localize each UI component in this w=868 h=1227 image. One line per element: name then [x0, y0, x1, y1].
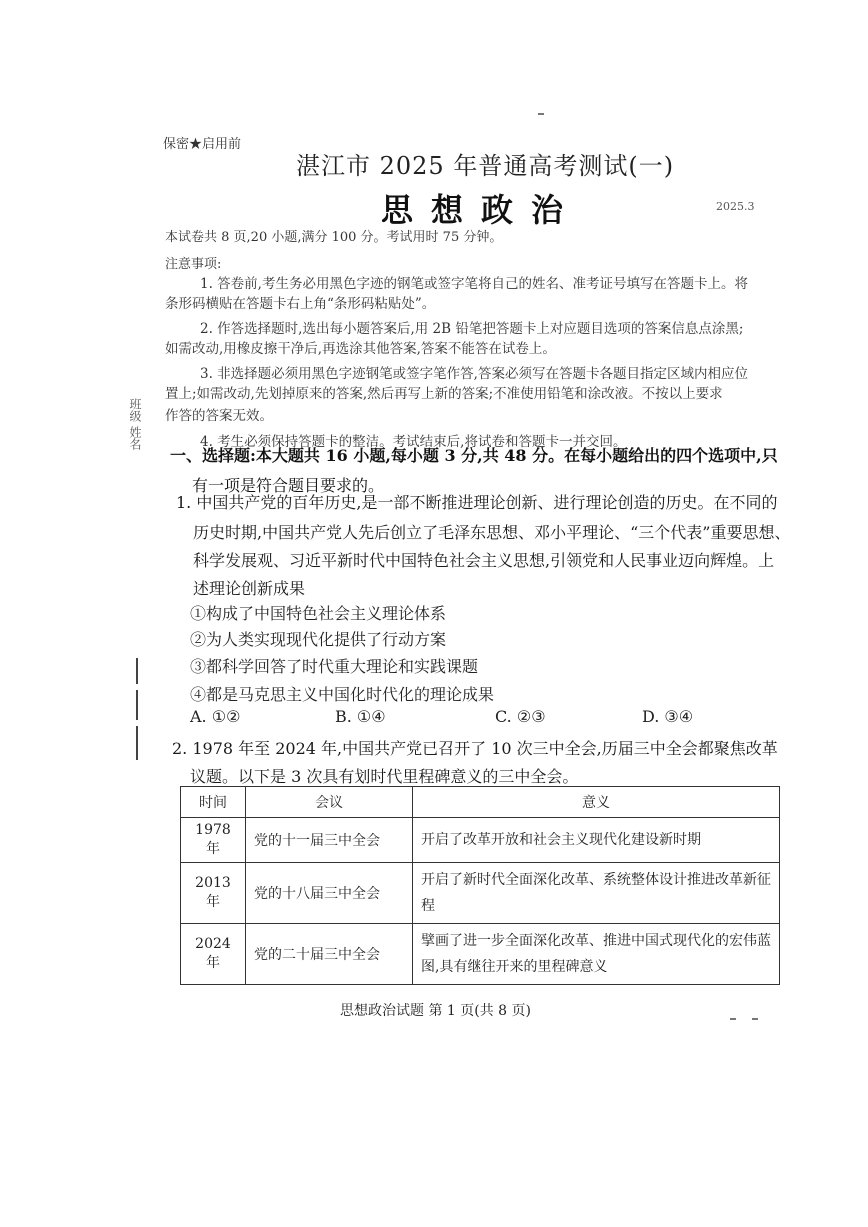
table-header-meeting: 会议	[246, 787, 413, 818]
notice-3-cont2: 作答的答案无效。	[165, 408, 273, 424]
table-header-significance: 意义	[413, 787, 780, 818]
question-1-option-2: ②为人类实现现代化提供了行动方案	[190, 630, 447, 649]
exam-title: 湛江市 2025 年普通高考测试(一)	[296, 152, 675, 180]
question-1-line-2: 历史时期,中国共产党人先后创立了毛泽东思想、邓小平理论、“三个代表”重要思想、	[193, 523, 791, 542]
table-cell-significance: 开启了新时代全面深化改革、系统整体设计推进改革新征程	[413, 863, 780, 924]
notice-4: 4. 考生必须保持答题卡的整洁。考试结束后,将试卷和答题卡一并交回。	[200, 434, 627, 450]
question-1-option-4: ④都是马克思主义中国化时代化的理论成果	[190, 685, 495, 704]
scan-mark	[752, 1018, 758, 1020]
question-1-line-3: 科学发展观、习近平新时代中国特色社会主义思想,引领党和人民事业迈向辉煌。上	[193, 551, 775, 570]
exam-info: 本试卷共 8 页,20 小题,满分 100 分。考试用时 75 分钟。	[165, 230, 503, 245]
notice-1-cont: 条形码横贴在答题卡右上角“条形码粘贴处”。	[165, 296, 436, 312]
table-cell-significance: 开启了改革开放和社会主义现代化建设新时期	[413, 818, 780, 863]
question-1-option-3: ③都科学回答了时代重大理论和实践课题	[190, 657, 479, 676]
notice-2: 2. 作答选择题时,选出每小题答案后,用 2B 铅笔把答题卡上对应题目选项的答案信息点涂黑;	[200, 321, 744, 337]
table-cell-time: 2024 年	[181, 924, 246, 985]
exam-date: 2025.3	[716, 200, 755, 213]
binding-margin-label: 班级 姓名	[128, 398, 142, 450]
table-header-time: 时间	[181, 787, 246, 818]
answer-choice-d: D. ③④	[642, 707, 694, 726]
scan-mark	[730, 1018, 736, 1020]
plenary-table	[180, 786, 780, 985]
table-row	[181, 863, 780, 924]
question-1-line-1: 1. 中国共产党的百年历史,是一部不断推进理论创新、进行理论创造的历史。在不同的	[176, 493, 778, 512]
question-2-line-1: 2. 1978 年至 2024 年,中国共产党已召开了 10 次三中全会,历届三中全会都聚焦改革	[172, 739, 778, 758]
secret-label: 保密★启用前	[163, 137, 242, 152]
section-heading: 一、选择题:本大题共 16 小题,每小题 3 分,共 48 分。在每小题给出的四个选项中,只	[170, 446, 778, 465]
table-cell-meeting: 党的十八届三中全会	[246, 863, 413, 924]
subject-title: 思想政治	[381, 191, 582, 229]
binding-line-segment	[136, 726, 138, 760]
notice-2-cont: 如需改动,用橡皮擦干净后,再选涂其他答案,答案不能答在试卷上。	[165, 341, 556, 357]
question-1-line-4: 述理论创新成果	[193, 579, 306, 598]
table-cell-meeting: 党的十一届三中全会	[246, 818, 413, 863]
notice-title: 注意事项:	[165, 257, 222, 272]
answer-choice-a: A. ①②	[190, 707, 241, 726]
table-header-row	[181, 787, 780, 818]
binding-line-segment	[136, 690, 138, 720]
table-cell-meeting: 党的二十届三中全会	[246, 924, 413, 985]
scan-mark	[538, 113, 544, 115]
answer-choice-c: C. ②③	[495, 707, 546, 726]
table-cell-time: 1978 年	[181, 818, 246, 863]
answer-choice-b: B. ①④	[335, 707, 386, 726]
question-1-option-1: ①构成了中国特色社会主义理论体系	[190, 604, 447, 623]
table-cell-time: 2013 年	[181, 863, 246, 924]
page-footer: 思想政治试题 第 1 页(共 8 页)	[340, 1003, 531, 1019]
table-row	[181, 924, 780, 985]
notice-3-cont: 置上;如需改动,先划掉原来的答案,然后再写上新的答案;不准使用铅笔和涂改液。不按以上要求	[165, 386, 723, 402]
question-2-line-2: 议题。以下是 3 次具有划时代里程碑意义的三中全会。	[190, 767, 579, 786]
table-cell-significance: 擘画了进一步全面深化改革、推进中国式现代化的宏伟蓝图,具有继往开来的里程碑意义	[413, 924, 780, 985]
notice-1: 1. 答卷前,考生务必用黑色字迹的钢笔或签字笔将自己的姓名、准考证号填写在答题卡上。将	[200, 276, 748, 292]
section-heading-cont: 有一项是符合题目要求的。	[192, 476, 385, 495]
notice-3: 3. 非选择题必须用黑色字迹钢笔或签字笔作答,答案必须写在答题卡各题目指定区域内相应位	[200, 366, 748, 382]
binding-line-segment	[136, 658, 138, 684]
table-row	[181, 818, 780, 863]
